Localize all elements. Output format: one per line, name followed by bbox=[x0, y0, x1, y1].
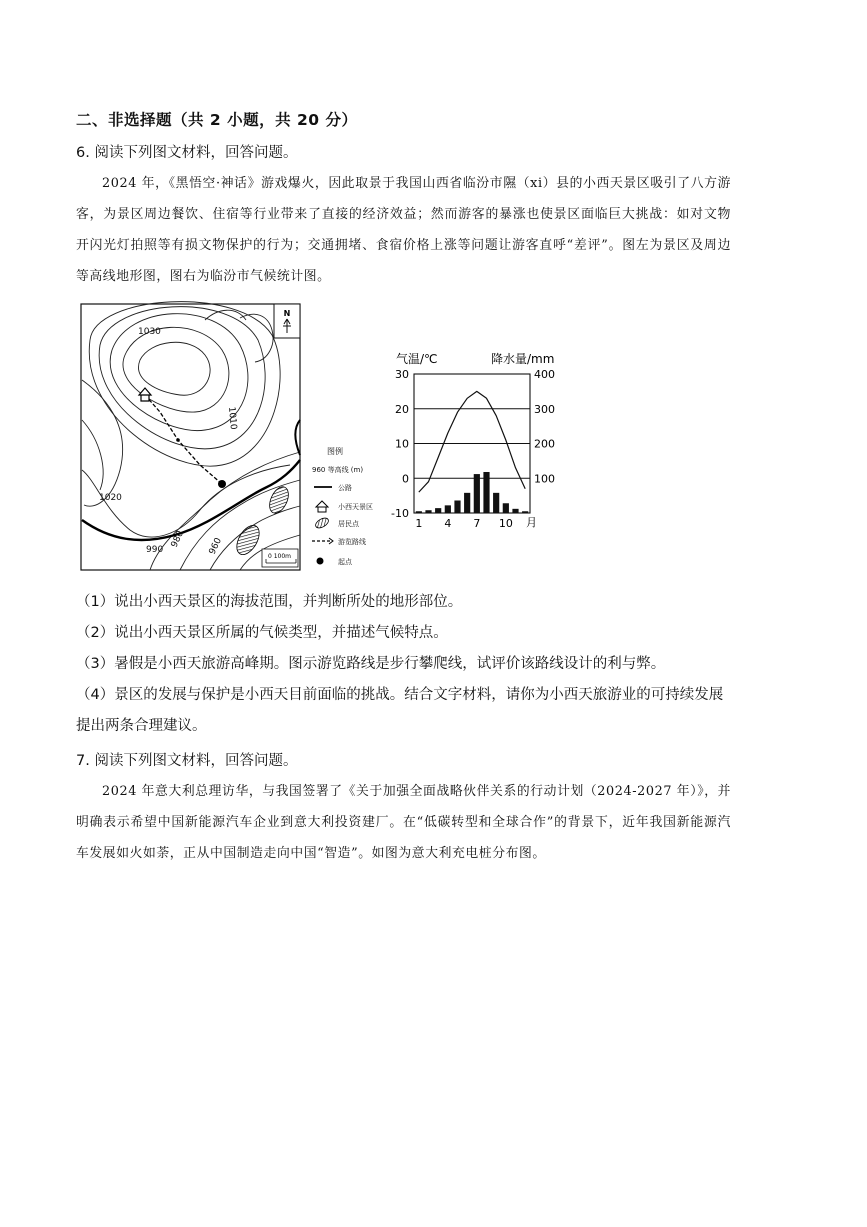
precipitation-bar bbox=[435, 508, 441, 513]
x-axis-unit-label: 月 bbox=[526, 516, 537, 529]
precipitation-bar bbox=[425, 510, 431, 513]
precipitation-bar bbox=[416, 511, 422, 513]
precipitation-bar bbox=[503, 503, 509, 513]
climate-chart bbox=[391, 351, 555, 530]
x-tick-label: 4 bbox=[444, 517, 452, 530]
question-6-material: 2024 年，《黑悟空·神话》游戏爆火，因此取景于我国山西省临汾市隰（xi）县的小西天景区吸引了八方游客，为景区周边餐饮、住宿等行业带来了直接的经济效益；然而游客的暴涨也使景区面临巨大挑战：如对文物开闪光灯拍照等有损文物保护的行为；交通拥堵、食宿价格上涨等问题让游客直呼“差评”。图左为景区及周边等高线地形图，图右为临汾市气候统计图。 bbox=[76, 176, 731, 284]
left-axis-label: 气温/℃ bbox=[396, 352, 438, 366]
precipitation-bar bbox=[464, 493, 470, 513]
left-tick-label: 30 bbox=[395, 368, 409, 381]
right-tick-label: 400 bbox=[534, 368, 555, 381]
x-tick-label: 10 bbox=[498, 517, 513, 530]
contour-label: 1030 bbox=[138, 327, 161, 337]
left-tick-label: 0 bbox=[402, 472, 409, 486]
precipitation-bar bbox=[512, 509, 518, 513]
legend-settlement-icon bbox=[314, 516, 330, 530]
contour-label: 1010 bbox=[226, 406, 238, 431]
legend-start-icon bbox=[317, 558, 324, 565]
x-tick-label: 1 bbox=[415, 517, 423, 530]
map-legend bbox=[312, 446, 373, 566]
north-label: N bbox=[283, 309, 291, 318]
question-7-title: 7. 阅读下列图文材料，回答问题。 bbox=[76, 753, 298, 769]
question-7-material: 2024 年意大利总理访华，与我国签署了《关于加强全面战略伙伴关系的行动计划（2024-2027 年）》，并明确表示希望中国新能源汽车企业到意大利投资建厂。在“低碳转型和全球合作”的背景下，近年我国新能源汽车发展如火如荼，正从中国制造走向中国“智造”。如图为意大利充电桩分布图。 bbox=[76, 784, 731, 861]
precipitation-bar bbox=[454, 500, 460, 513]
question-6-title: 6. 阅读下列图文材料，回答问题。 bbox=[76, 145, 298, 161]
contour-label: 960 bbox=[207, 536, 224, 557]
legend-settlement-label: 居民点 bbox=[338, 520, 359, 528]
question-6-sub-2: （2）说出小西天景区所属的气候类型，并描述气候特点。 bbox=[76, 625, 448, 641]
right-tick-label: 200 bbox=[534, 437, 555, 451]
x-tick-label: 7 bbox=[473, 517, 481, 530]
contour-label: 1020 bbox=[99, 493, 122, 503]
question-6-sub-3: （3）暑假是小西天旅游高峰期。图示游览路线是步行攀爬线，试评价该路线设计的利与弊。 bbox=[76, 656, 666, 672]
question-6-sub-1: （1）说出小西天景区的海拔范围，并判断所处的地形部位。 bbox=[76, 594, 463, 610]
precipitation-bar bbox=[483, 472, 489, 513]
precipitation-bar bbox=[445, 505, 451, 513]
right-tick-label: 300 bbox=[534, 402, 555, 416]
left-tick-label: -10 bbox=[391, 507, 409, 520]
legend-start-label: 起点 bbox=[338, 558, 352, 566]
contour-map bbox=[81, 302, 300, 570]
scale-label: 0 100m bbox=[268, 553, 292, 560]
temperature-line bbox=[419, 391, 525, 492]
legend-route-label: 游览路线 bbox=[338, 538, 366, 546]
legend-scenic-label: 小西天景区 bbox=[338, 503, 373, 511]
start-point bbox=[218, 480, 226, 488]
legend-contour-label: 960 等高线 (m) bbox=[312, 466, 364, 474]
legend-title: 图例 bbox=[327, 447, 343, 456]
precipitation-bar bbox=[493, 493, 499, 513]
legend-scenic-icon bbox=[316, 501, 328, 512]
question-6-sub-4: （4）景区的发展与保护是小西天目前面临的挑战。结合文字材料，请你为小西天旅游业的可持续发展提出两条合理建议。 bbox=[76, 687, 724, 734]
right-tick-label: 100 bbox=[534, 472, 555, 486]
contour-label: 980 bbox=[169, 529, 186, 550]
left-tick-label: 20 bbox=[395, 402, 409, 416]
contour-label: 990 bbox=[146, 545, 164, 555]
precipitation-bar bbox=[474, 474, 480, 513]
left-tick-label: 10 bbox=[395, 437, 409, 451]
right-axis-label: 降水量/mm bbox=[491, 352, 555, 366]
section-title: 二、非选择题（共 2 小题，共 20 分） bbox=[76, 111, 358, 129]
precipitation-bar bbox=[522, 511, 528, 513]
legend-road-label: 公路 bbox=[338, 484, 352, 492]
